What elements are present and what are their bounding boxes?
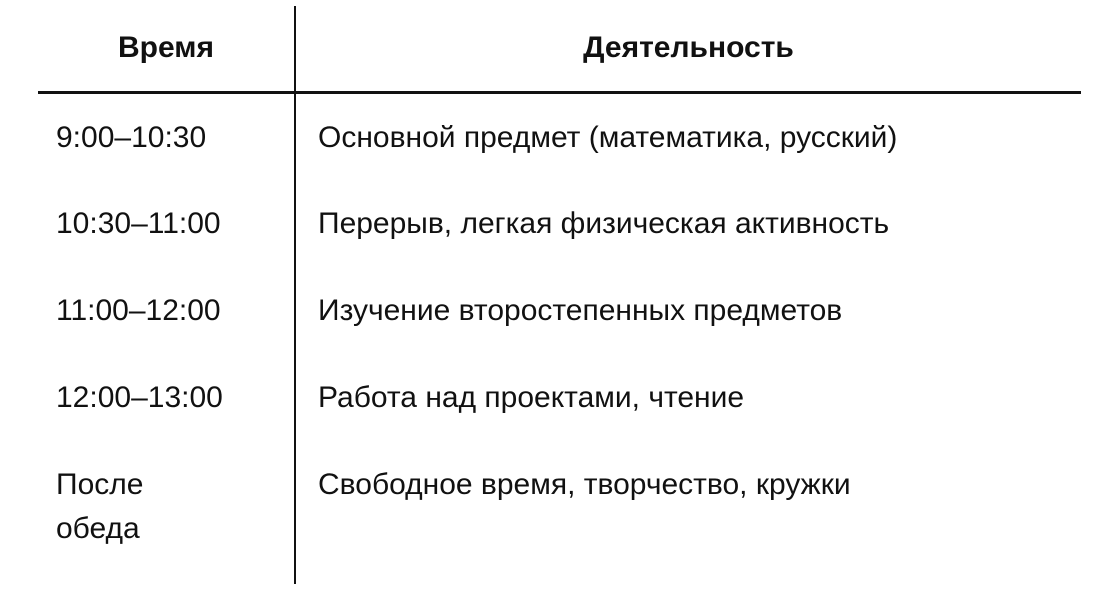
- time-cell: 11:00–12:00: [56, 294, 221, 327]
- activity-cell: Изучение второстепенных предметов: [318, 294, 843, 327]
- activity-cell: Основной предмет (математика, русский): [318, 121, 898, 154]
- activity-cell: Свободное время, творчество, кружки: [318, 468, 851, 501]
- header-activity: Деятельность: [583, 31, 794, 64]
- time-cell: 10:30–11:00: [56, 207, 221, 240]
- time-cell: После обеда: [56, 468, 144, 545]
- header-time: Время: [118, 31, 214, 64]
- time-cell: 12:00–13:00: [56, 381, 223, 414]
- time-cell: 9:00–10:30: [56, 121, 207, 154]
- activity-cell: Перерыв, легкая физическая активность: [318, 207, 890, 240]
- schedule-table: [38, 0, 1081, 598]
- header-divider: [38, 91, 1081, 94]
- activity-cell: Работа над проектами, чтение: [318, 381, 745, 414]
